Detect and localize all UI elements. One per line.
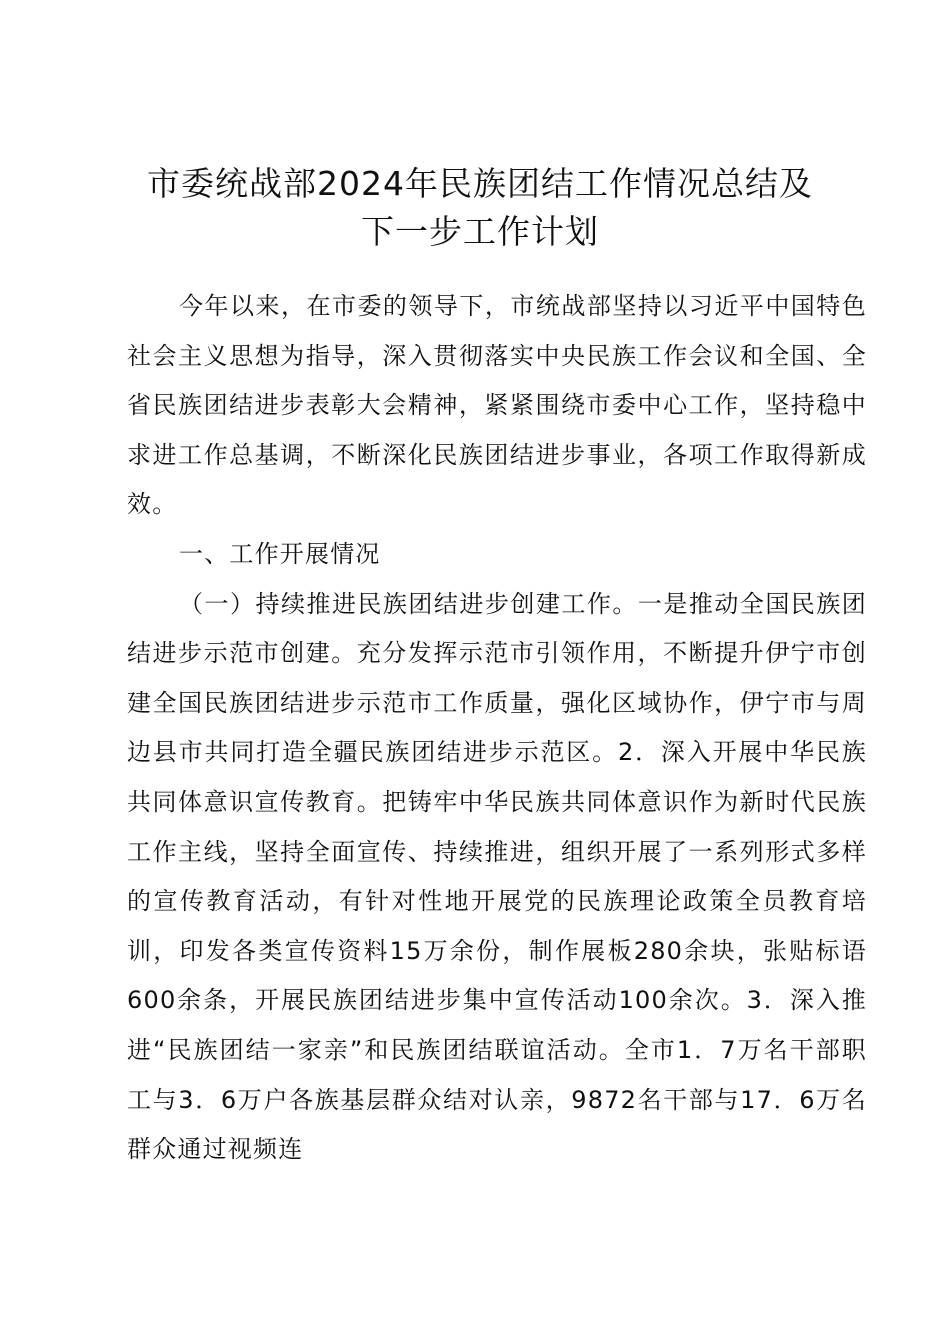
section-heading: 一、工作开展情况 — [179, 539, 381, 568]
title-line-2: 下一步工作计划 — [361, 212, 599, 251]
title-line-1: 市委统战部2024年民族团结工作情况总结及 — [147, 164, 813, 203]
intro-paragraph: 今年以来，在市委的领导下，市统战部坚持以习近平中国特色社会主义思想为指导，深入贯彻落实中央民族工作会议和全国、全省民族团结进步表彰大会精神，紧紧围绕市委中心工作，坚持稳中求进工作总基调，不断深化民族团结进步事业，各项工作取得新成效。 — [127, 292, 867, 519]
document-title — [100, 160, 860, 256]
document-body — [127, 282, 867, 1175]
body-paragraph: （一）持续推进民族团结进步创建工作。一是推动全国民族团结进步示范市创建。充分发挥示范市引领作用，不断提升伊宁市创建全国民族团结进步示范市工作质量，强化区域协作，伊宁市与周边县市共同打造全疆民族团结进步示范区。2．深入开展中华民族共同体意识宣传教育。把铸牢中华民族共同体意识作为新时代民族工作主线，坚持全面宣传、持续推进，组织开展了一系列形式多样的宣传教育活动，有针对性地开展党的民族理论政策全员教育培训，印发各类宣传资料15万余份，制作展板280余块，张贴标语600余条，开展民族团结进步集中宣传活动100余次。3．深入推进“民族团结一家亲”和民族团结联谊活动。全市1．7万名干部职工与3．6万户各族基层群众结对认亲，9872名干部与17．6万名群众通过视频连 — [127, 589, 867, 1164]
